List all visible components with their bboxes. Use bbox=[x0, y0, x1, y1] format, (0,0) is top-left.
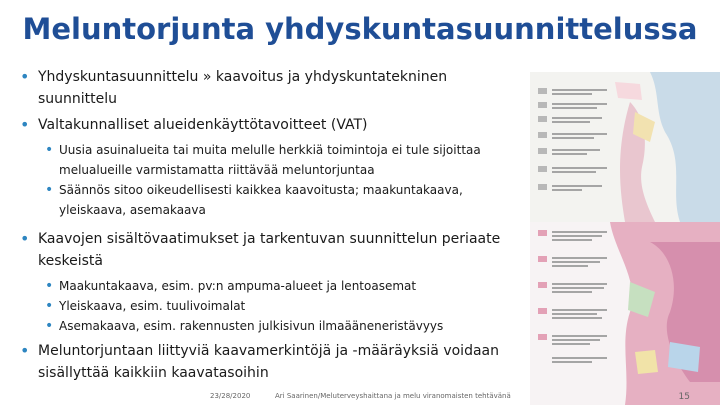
bullet-dot-icon: • bbox=[20, 229, 30, 248]
bullet-dot-icon: • bbox=[45, 318, 54, 334]
bullet-text: Kaavojen sisältövaatimukset ja tarkentuvan suunnittelun periaate bbox=[38, 231, 501, 247]
bullet-dot-icon: • bbox=[45, 278, 54, 294]
footer-text: Ari Saarinen/Meluterveyshaittana ja melu viranomaisten tehtävänä bbox=[275, 392, 511, 400]
footer-date: 23/28/2020 bbox=[210, 392, 251, 400]
map-bottom-drawing bbox=[530, 222, 720, 405]
bullet-dot-icon: • bbox=[20, 341, 30, 360]
subbullet-saannos bbox=[12, 180, 537, 220]
bullet-text: Meluntorjuntaan liittyviä kaavamerkintöjä ja -määräyksiä voidaan bbox=[38, 343, 499, 359]
bullet-dot-icon: • bbox=[45, 182, 54, 198]
bullet-dot-icon: • bbox=[20, 67, 30, 86]
bullet-dot-icon: • bbox=[45, 142, 54, 158]
bullet-dot-icon: • bbox=[20, 115, 30, 134]
subbullet-asemakaava bbox=[12, 316, 537, 336]
bullet-text: sisällyttää kaikkiin kaavatasoihin bbox=[38, 365, 269, 381]
map-image-bottom bbox=[530, 222, 720, 405]
subbullet-maakuntakaava bbox=[12, 276, 537, 296]
map-images bbox=[530, 72, 720, 405]
bullet-text: Yhdyskuntasuunnittelu » kaavoitus ja yhdyskuntatekninen bbox=[38, 69, 448, 85]
bullet-text: yleiskaava, asemakaava bbox=[59, 203, 206, 217]
bullet-kaavamerkinnat bbox=[12, 340, 537, 384]
bullet-list bbox=[12, 66, 537, 384]
bullet-text: melualueille varmistamatta riittävää meluntorjuntaa bbox=[59, 163, 375, 177]
bullet-text: Uusia asuinalueita tai muita melulle herkkiä toimintoja ei tule sijoittaa bbox=[59, 143, 481, 157]
bullet-text: suunnittelu bbox=[38, 91, 118, 107]
bullet-text: keskeistä bbox=[38, 253, 103, 269]
bullet-text: Asemakaava, esim. rakennusten julkisivun ilmaääneneristävyys bbox=[59, 319, 444, 333]
bullet-text: Yleiskaava, esim. tuulivoimalat bbox=[59, 299, 246, 313]
bullet-yhdyskuntasuunnittelu bbox=[12, 66, 537, 110]
page-number: 15 bbox=[678, 392, 690, 402]
bullet-sisaltovaatimukset bbox=[12, 228, 537, 272]
map-image-top bbox=[530, 72, 720, 222]
slide-title: Meluntorjunta yhdyskuntasuunnittelussa bbox=[22, 12, 698, 46]
bullet-text: Säännös sitoo oikeudellisesti kaikkea kaavoitusta; maakuntakaava, bbox=[59, 183, 463, 197]
bullet-text: Valtakunnalliset alueidenkäyttötavoitteet (VAT) bbox=[38, 117, 368, 133]
bullet-vat bbox=[12, 114, 537, 136]
subbullet-melualueet bbox=[12, 140, 537, 180]
bullet-text: Maakuntakaava, esim. pv:n ampuma-alueet ja lentoasemat bbox=[59, 279, 417, 293]
map-top-drawing bbox=[530, 72, 720, 222]
bullet-dot-icon: • bbox=[45, 298, 54, 314]
subbullet-yleiskaava bbox=[12, 296, 537, 316]
